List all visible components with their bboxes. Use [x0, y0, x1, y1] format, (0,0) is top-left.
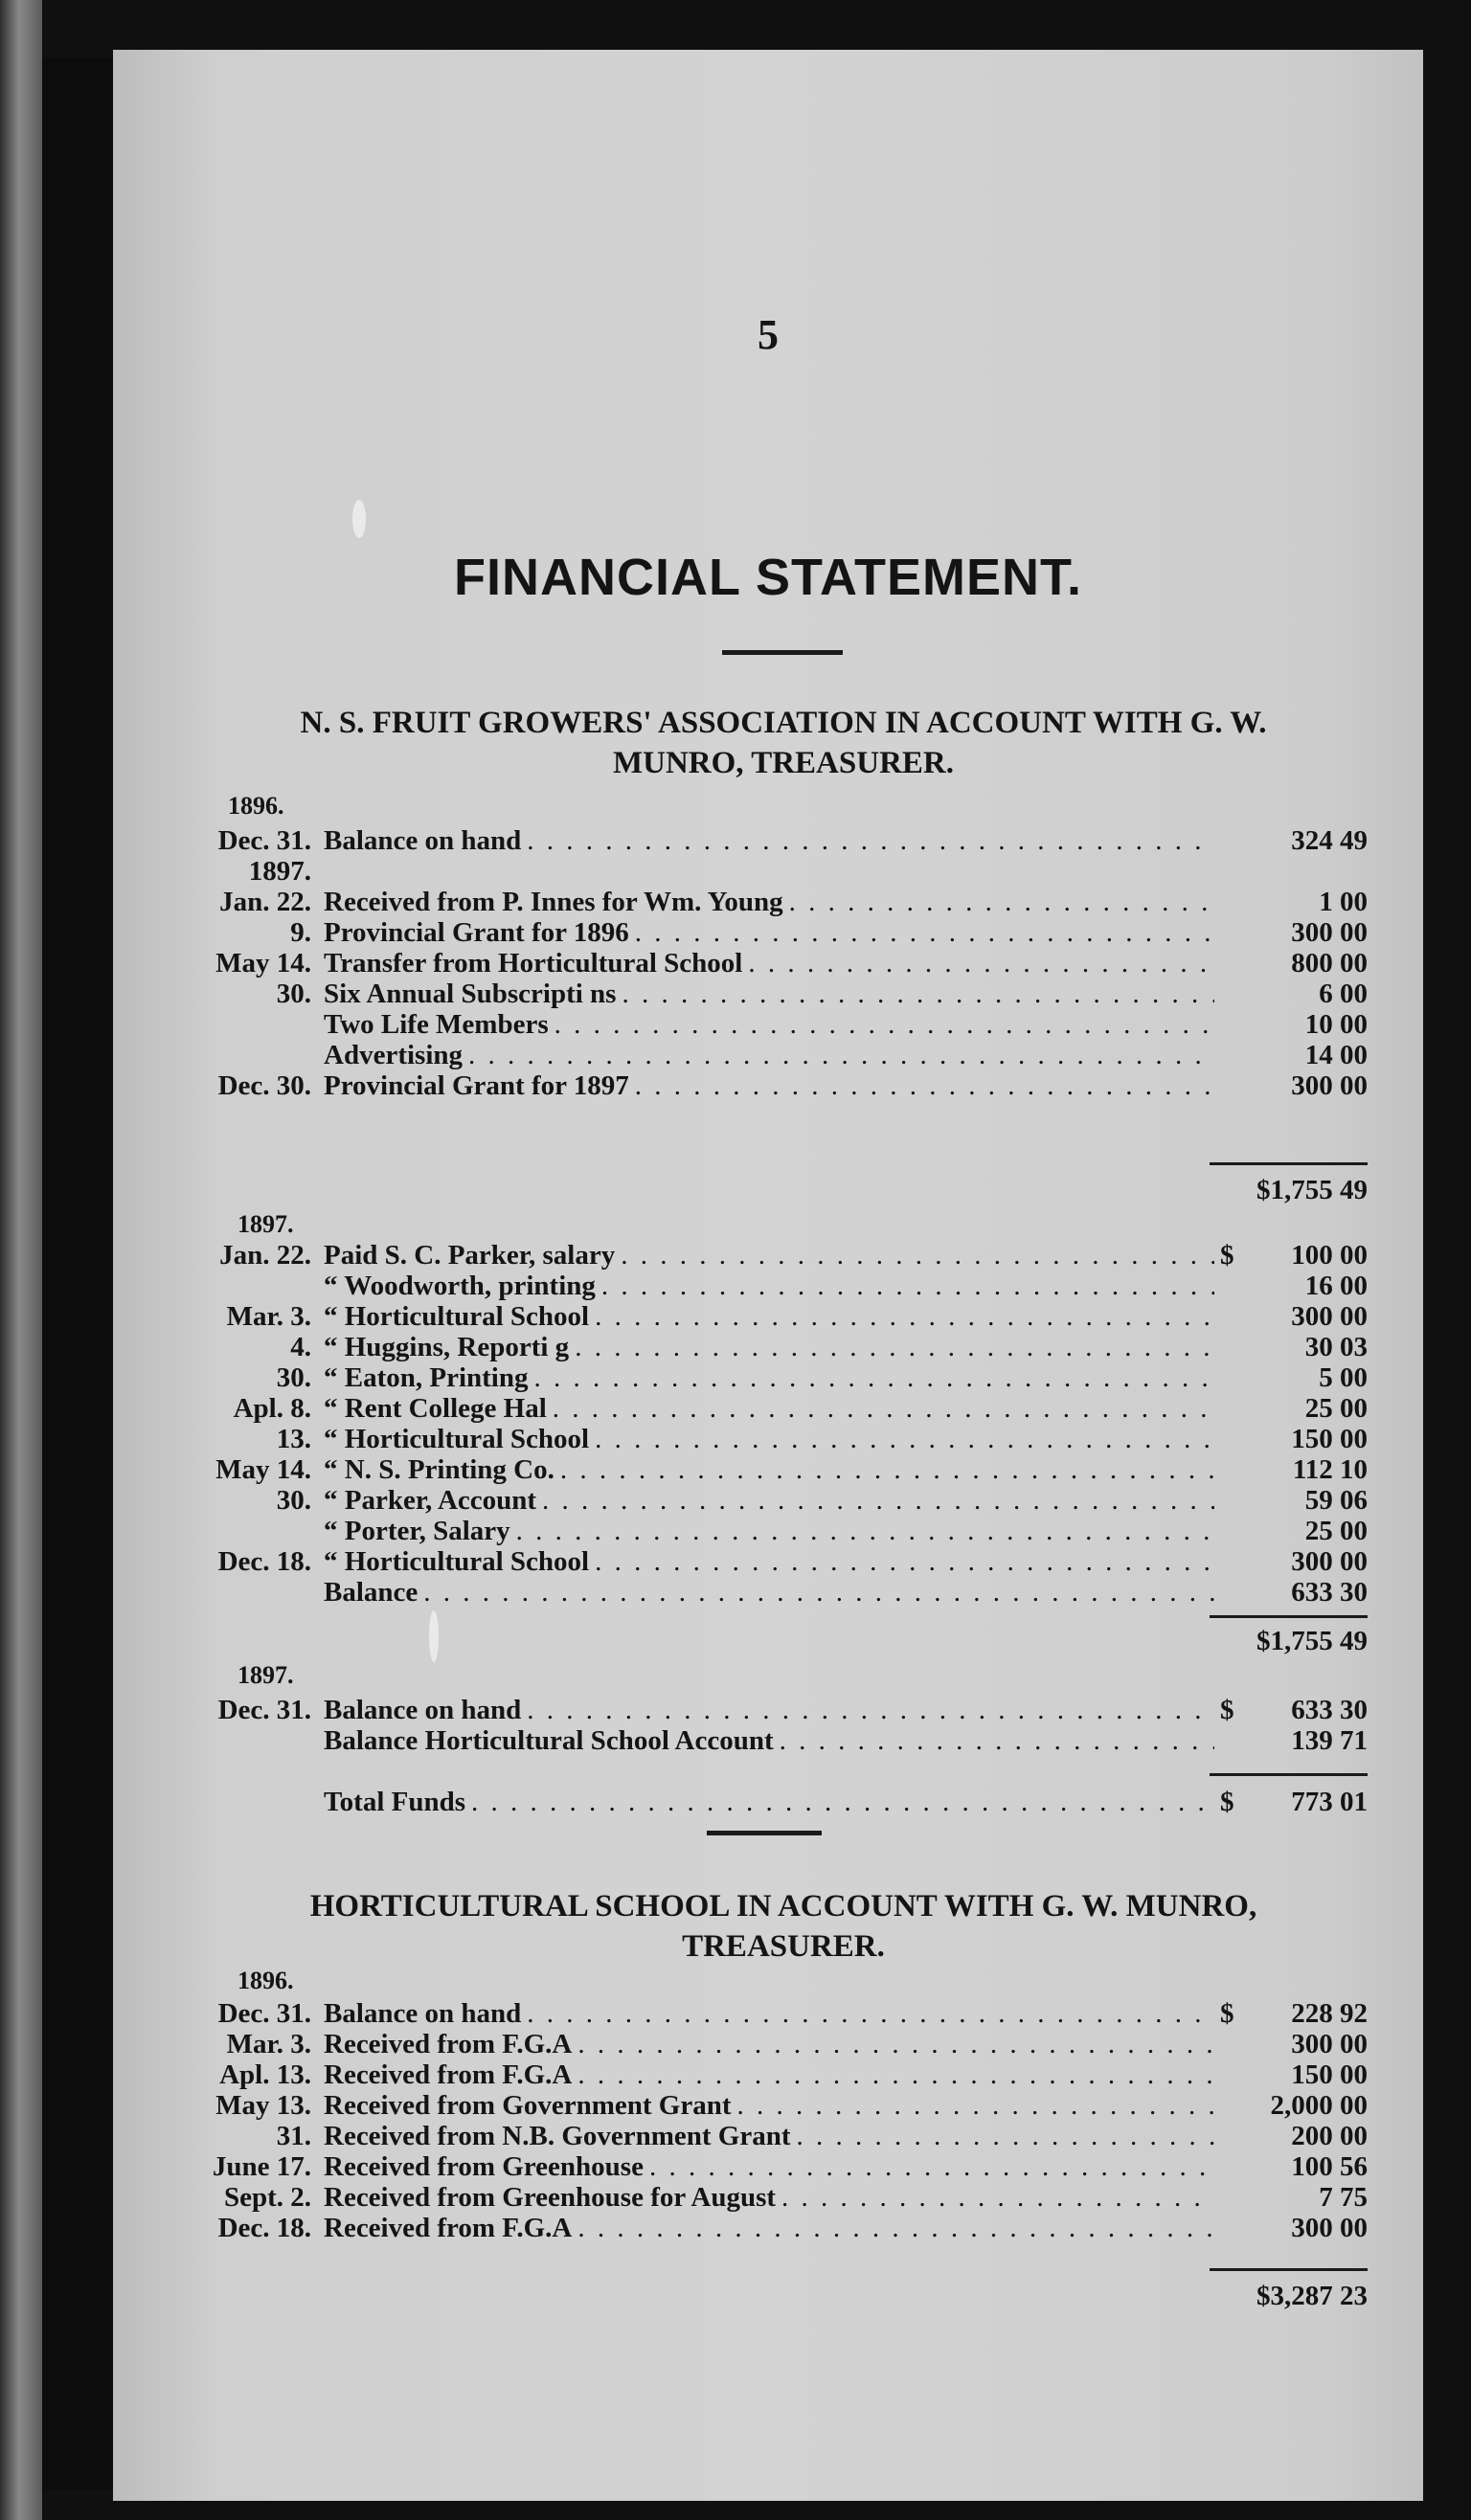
dot-leader [423, 1577, 1214, 1608]
dot-leader [468, 1040, 1214, 1070]
dot-leader [649, 2151, 1214, 2182]
entry-date: Dec. 31. [217, 1998, 311, 2029]
page-title: FINANCIAL STATEMENT. [454, 549, 1082, 606]
entry-description: Received from Greenhouse for August [324, 2182, 777, 2213]
ledger-row [204, 1516, 1368, 1546]
ledger-row [204, 2090, 1368, 2121]
dot-leader [622, 979, 1214, 1009]
sum-rule [1210, 1773, 1368, 1776]
entry-description: Advertising [324, 1040, 463, 1070]
entry-date: May 14. [215, 1454, 311, 1485]
section-divider [707, 1831, 822, 1835]
entry-amount: 30 03 [1304, 1332, 1368, 1362]
entry-description: “ N. S. Printing Co. [324, 1454, 554, 1485]
dot-leader [797, 2121, 1214, 2151]
dot-leader [534, 1362, 1215, 1393]
dot-leader [748, 948, 1214, 979]
entry-date: Apl. 8. [233, 1393, 311, 1424]
dollar-sign: $ [1220, 1240, 1234, 1271]
dot-leader [635, 1070, 1214, 1101]
entry-amount: 59 06 [1304, 1485, 1368, 1516]
ledger-row [204, 2182, 1368, 2213]
dot-leader [789, 887, 1214, 917]
entry-amount: 300 00 [1291, 1070, 1368, 1101]
entry-date: May 13. [215, 2090, 311, 2121]
dot-leader [471, 1787, 1214, 1817]
entry-date: 31. [276, 2121, 311, 2151]
entry-amount: 300 00 [1291, 2213, 1368, 2243]
entry-date: Apl. 13. [219, 2059, 311, 2090]
ledger-row [204, 2029, 1368, 2059]
total-funds-row [204, 1787, 1368, 1817]
entry-description: “ Eaton, Printing [324, 1362, 529, 1393]
dot-leader [560, 1454, 1214, 1485]
document-page [113, 50, 1423, 2501]
entry-description: “ Horticultural School [324, 1546, 590, 1577]
ledger-row [204, 1301, 1368, 1332]
entry-amount: 139 71 [1291, 1725, 1368, 1756]
entry-amount: 300 00 [1291, 1546, 1368, 1577]
entry-amount: 10 00 [1304, 1009, 1368, 1040]
book-spine [42, 57, 119, 2489]
ledger-row [204, 2121, 1368, 2151]
page-number: 5 [758, 311, 779, 358]
entry-description: “ Horticultural School [324, 1424, 590, 1454]
entry-amount: 2,000 00 [1270, 2090, 1368, 2121]
entry-date: Jan. 22. [219, 887, 311, 917]
entry-amount: 7 75 [1319, 2182, 1368, 2213]
entry-amount: 324 49 [1291, 825, 1368, 856]
dollar-sign: $ [1220, 1998, 1234, 2029]
ledger-row [204, 948, 1368, 979]
entry-description: Received from Government Grant [324, 2090, 732, 2121]
dollar-sign: $ [1220, 1787, 1234, 1817]
heading-line-2: TREASURER. [682, 1929, 885, 1964]
entry-date: 30. [276, 979, 311, 1009]
dot-leader [527, 825, 1214, 856]
sum-rule [1210, 2268, 1368, 2271]
horticultural-total: $3,287 23 [1256, 2281, 1368, 2311]
entry-description: Balance [324, 1577, 419, 1608]
entry-date: Sept. 2. [223, 2182, 311, 2213]
sum-rule [1210, 1615, 1368, 1618]
ledger-row [204, 1546, 1368, 1577]
entry-amount: 16 00 [1304, 1271, 1368, 1301]
ledger-row [204, 1577, 1368, 1608]
entry-amount: 25 00 [1304, 1516, 1368, 1546]
dot-leader [527, 1998, 1214, 2029]
entry-date: Mar. 3. [226, 2029, 311, 2059]
smudge [429, 1610, 439, 1662]
ledger-row [204, 917, 1368, 948]
dollar-sign: $ [1220, 1695, 1234, 1725]
ledger-row [204, 1485, 1368, 1516]
entry-date: Dec. 18. [217, 1546, 311, 1577]
entry-date: 4. [290, 1332, 311, 1362]
entry-description: Six Annual Subscripti ns [324, 979, 617, 1009]
section-heading-association [211, 703, 1356, 783]
entry-amount: 25 00 [1304, 1393, 1368, 1424]
entry-date: Jan. 22. [219, 1240, 311, 1271]
dot-leader [621, 1240, 1214, 1271]
ledger-row [204, 1454, 1368, 1485]
year-label: 1897. [238, 1210, 294, 1238]
ledger-row [204, 1695, 1368, 1725]
dot-leader [542, 1485, 1214, 1516]
dot-leader [577, 2213, 1214, 2243]
ledger-row [204, 1424, 1368, 1454]
ledger-row [204, 1725, 1368, 1756]
entry-description: “ Horticultural School [324, 1301, 590, 1332]
entry-description: Paid S. C. Parker, salary [324, 1240, 616, 1271]
page-edge-left [0, 0, 42, 2520]
entry-description: Balance on hand [324, 1998, 522, 2029]
year-label: 1897. [238, 1661, 294, 1689]
dot-leader [577, 2029, 1214, 2059]
entry-amount: 633 30 [1291, 1695, 1368, 1725]
entry-description: Received from P. Innes for Wm. Young [324, 887, 783, 917]
entry-amount: 300 00 [1291, 1301, 1368, 1332]
dot-leader [516, 1516, 1214, 1546]
entry-description: Balance on hand [324, 825, 522, 856]
entry-description: Transfer from Horticultural School [324, 948, 743, 979]
entry-date: June 17. [212, 2151, 311, 2182]
entry-date: Dec. 31. [217, 1695, 311, 1725]
ledger-row [204, 1332, 1368, 1362]
entry-description: “ Rent College Hal [324, 1393, 547, 1424]
ledger-row [204, 1998, 1368, 2029]
entry-amount: 150 00 [1291, 2059, 1368, 2090]
receipts-total: $1,755 49 [1256, 1175, 1368, 1205]
ledger-row [204, 887, 1368, 917]
entry-date: 1897. [248, 856, 311, 887]
heading-line-1: N. S. FRUIT GROWERS' ASSOCIATION IN ACCOUNT WITH G. W. [300, 706, 1267, 740]
ledger-row [204, 2213, 1368, 2243]
entry-amount: 800 00 [1291, 948, 1368, 979]
entry-description: Balance Horticultural School Account [324, 1725, 774, 1756]
entry-date: 9. [290, 917, 311, 948]
section-heading-horticultural [211, 1886, 1356, 1967]
ledger-row [204, 1393, 1368, 1424]
dot-leader [554, 1009, 1214, 1040]
entry-date: Mar. 3. [226, 1301, 311, 1332]
ledger-row [204, 856, 1368, 887]
entry-description: “ Woodworth, printing [324, 1271, 596, 1301]
year-label: 1896. [238, 1967, 294, 1994]
dot-leader [575, 1332, 1214, 1362]
entry-description: “ Huggins, Reporti g [324, 1332, 570, 1362]
ledger-row [204, 1040, 1368, 1070]
entry-date: 13. [276, 1424, 311, 1454]
entry-date: Dec. 30. [217, 1070, 311, 1101]
entry-date: Dec. 18. [217, 2213, 311, 2243]
year-label: 1896. [228, 792, 284, 820]
entry-description: Received from F.G.A [324, 2029, 573, 2059]
entry-amount: 150 00 [1291, 1424, 1368, 1454]
entry-description: Total Funds [324, 1787, 466, 1817]
dot-leader [595, 1546, 1214, 1577]
dot-leader [781, 2182, 1214, 2213]
ledger-row [204, 1362, 1368, 1393]
entry-description: Provincial Grant for 1896 [324, 917, 629, 948]
ledger-row [204, 1271, 1368, 1301]
ledger-row [204, 1240, 1368, 1271]
dot-leader [601, 1271, 1214, 1301]
dot-leader [595, 1424, 1214, 1454]
entry-description: Received from N.B. Government Grant [324, 2121, 791, 2151]
dot-leader [635, 917, 1214, 948]
dot-leader [553, 1393, 1214, 1424]
entry-description: Received from F.G.A [324, 2213, 573, 2243]
dot-leader [780, 1725, 1214, 1756]
payments-total: $1,755 49 [1256, 1626, 1368, 1656]
entry-date: Dec. 31. [217, 825, 311, 856]
entry-description: Two Life Members [324, 1009, 549, 1040]
entry-date: 30. [276, 1362, 311, 1393]
entry-amount: 200 00 [1291, 2121, 1368, 2151]
entry-amount: 100 56 [1291, 2151, 1368, 2182]
entry-amount: 14 00 [1304, 1040, 1368, 1070]
title-divider [722, 650, 843, 655]
entry-description: Received from Greenhouse [324, 2151, 644, 2182]
entry-amount: 100 00 [1291, 1240, 1368, 1271]
entry-amount: 773 01 [1291, 1787, 1368, 1817]
entry-description: Provincial Grant for 1897 [324, 1070, 629, 1101]
dot-leader [736, 2090, 1214, 2121]
entry-amount: 5 00 [1319, 1362, 1368, 1393]
heading-line-2: MUNRO, TREASURER. [612, 746, 954, 780]
smudge [352, 500, 366, 538]
entry-amount: 6 00 [1319, 979, 1368, 1009]
dot-leader [577, 2059, 1214, 2090]
entry-description: Received from F.G.A [324, 2059, 573, 2090]
heading-line-1: HORTICULTURAL SCHOOL IN ACCOUNT WITH G. W. MUNRO, [309, 1889, 1257, 1924]
entry-date: May 14. [215, 948, 311, 979]
ledger-row [204, 825, 1368, 856]
entry-date: 30. [276, 1485, 311, 1516]
ledger-row [204, 979, 1368, 1009]
entry-description: “ Porter, Salary [324, 1516, 510, 1546]
ledger-row [204, 1070, 1368, 1101]
sum-rule [1210, 1162, 1368, 1165]
entry-amount: 300 00 [1291, 917, 1368, 948]
ledger-row [204, 1009, 1368, 1040]
ledger-row [204, 2151, 1368, 2182]
dot-leader [527, 1695, 1214, 1725]
entry-amount: 300 00 [1291, 2029, 1368, 2059]
entry-description: Balance on hand [324, 1695, 522, 1725]
entry-amount: 228 92 [1291, 1998, 1368, 2029]
entry-amount: 1 00 [1319, 887, 1368, 917]
dot-leader [595, 1301, 1214, 1332]
entry-amount: 633 30 [1291, 1577, 1368, 1608]
entry-amount: 112 10 [1292, 1454, 1368, 1485]
entry-description: “ Parker, Account [324, 1485, 537, 1516]
ledger-row [204, 2059, 1368, 2090]
